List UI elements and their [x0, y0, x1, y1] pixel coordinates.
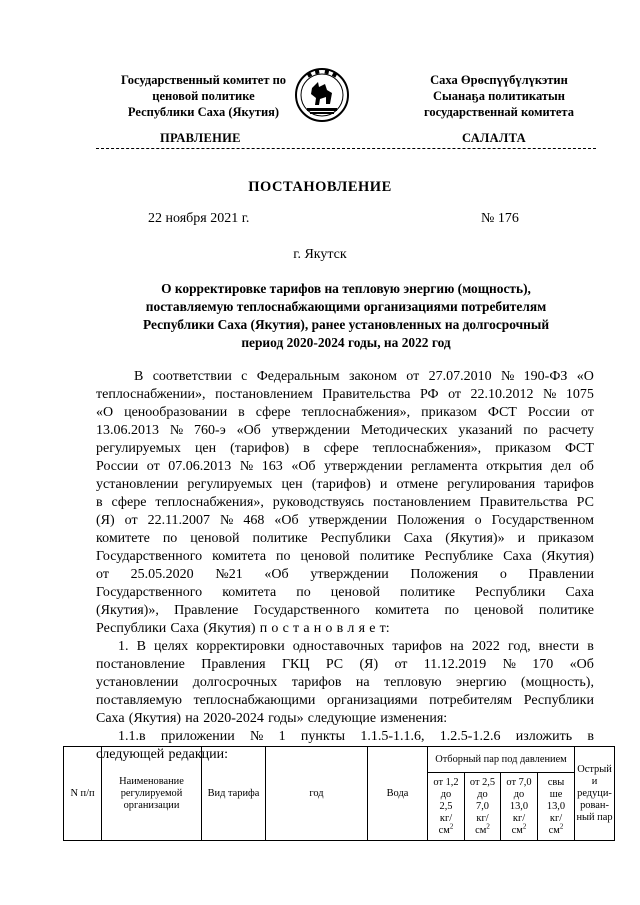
paragraph-line: комитете по ценовой политике Республики Саха (Якутия)» и приказом [96, 531, 594, 546]
steam-range-line: $см^2$ [438, 822, 454, 836]
paragraph-line: теплоснабжении», постановлением Правительства РФ от 22.10.2012 № 1075 [96, 387, 594, 402]
steam-range-line: кг/ [439, 812, 453, 824]
subject-line: период 2020-2024 годы, на 2022 год [241, 335, 451, 350]
steam-range-line: от 7,0 [506, 776, 532, 788]
steam-range-line: кг/ [476, 812, 489, 824]
live-steam-line: рован- [580, 799, 609, 811]
header-cell-year: год [266, 747, 368, 841]
document-number: № 176 [481, 211, 519, 226]
header-right-line: государственнай комитета [424, 105, 574, 119]
paragraph-line: (Якутия)», Правление Государственного комитета по ценовой политике [96, 603, 594, 618]
paragraph-line: установлении долгосрочных тарифов на тепловую энергию (мощность), [96, 675, 594, 690]
paragraph-line: России от 07.06.2013 № 163 «Об утверждении регламента открытия дел об [96, 459, 594, 474]
document-body [96, 368, 594, 764]
paragraph-line: (Я) от 22.11.2007 № 468 «Об утверждении Положения о Государственном [96, 513, 594, 528]
sakha-coat-of-arms-icon [295, 66, 349, 124]
header-cell-steam-range [538, 773, 575, 841]
board-label-sakha: САЛАЛТА [462, 131, 526, 145]
paragraph-line: от 25.05.2020 №21 «Об утверждении Положения о Правлении [96, 567, 594, 582]
paragraph-line: следующей редакции: [96, 747, 229, 762]
paragraph-line: Саха (Якутия) на 2020-2024 годы» следующие изменения: [96, 711, 448, 726]
paragraph-item-1 [96, 638, 594, 728]
live-steam-line: Острый [577, 763, 612, 775]
header-left-org-name [96, 72, 311, 120]
steam-range-line: кг/ [549, 812, 563, 824]
header-cell-steam-range [465, 773, 501, 841]
steam-range-line: до [440, 788, 452, 800]
steam-range-line: 2,5 [439, 800, 453, 812]
steam-range-line: ше [549, 788, 563, 800]
steam-range-line: от 1,2 [433, 776, 459, 788]
document-subject [96, 280, 596, 352]
steam-range-line: 13,0 [546, 800, 566, 812]
header-cell-organization: Наименование регулируемой организации [102, 747, 202, 841]
paragraph-line: Государственного комитета по ценовой политике Республики Саха [96, 585, 594, 600]
header-right-line: Саха Өрөспүүбүлүкэтин [430, 73, 568, 87]
header-cell-water: Вода [368, 747, 428, 841]
header-left-line: Республики Саха (Якутия) [127, 105, 280, 119]
paragraph-line: регулируемых цен (тарифов) в сфере теплоснабжения», приказом ФСТ [96, 441, 594, 456]
paragraph-line: Республики Саха (Якутия) п о с т а н о в л я е т: [96, 621, 390, 636]
paragraph-line: в сфере теплоснабжения», руководствуясь постановлением Правительства РС [96, 495, 594, 510]
tariff-table [63, 746, 615, 841]
live-steam-line: редуци- [577, 787, 612, 799]
board-label-ru: ПРАВЛЕНИЕ [160, 131, 241, 145]
steam-range-line: от 2,5 [469, 776, 496, 788]
paragraph-line: постановление Правления ГКЦ РС (Я) от 11.12.2019 № 170 «Об [96, 657, 594, 672]
steam-range-line: $см^2$ [548, 822, 564, 836]
steam-range-line: $см^2$ [475, 822, 490, 836]
document-city: г. Якутск [293, 247, 347, 262]
paragraph-line: В соответствии с Федеральным законом от 27.07.2010 № 190-ФЗ «О [134, 369, 594, 384]
steam-range-line: $см^2$ [511, 822, 527, 836]
header-right-line: Сыанаҕа политикатын [433, 89, 565, 103]
paragraph-line: поставляемую теплоснабжающими организациями потребителям Республики [96, 693, 594, 708]
header-cell-tariff-kind: Вид тарифа [202, 747, 266, 841]
paragraph-line: установлении регулируемых цен (тарифов) и отмене регулирования тарифов [96, 477, 594, 492]
steam-range-line: 13,0 [509, 800, 529, 812]
header-cell-steam-group: Отборный пар под давлением [428, 747, 575, 773]
steam-range-line: 7,0 [476, 800, 489, 812]
paragraph-line: 13.06.2013 № 760-э «Об утверждении Методических указаний по расчету [96, 423, 594, 438]
paragraph-line: «О ценообразовании в сфере теплоснабжения», приказом ФСТ России от [96, 405, 594, 420]
document-date: 22 ноября 2021 г. [148, 211, 250, 226]
header-cell-number: N п/п [64, 747, 102, 841]
subject-line: О корректировке тарифов на тепловую энергию (мощность), [161, 281, 531, 296]
paragraph-line: 1.1.в приложении № 1 пункты 1.1.5-1.1.6, 1.2.5-1.2.6 изложить в [118, 729, 594, 744]
header-cell-live-steam [575, 747, 615, 841]
header-left-line: ценовой политике [152, 89, 255, 103]
steam-range-line: свы [547, 776, 565, 788]
live-steam-line: ный пар [576, 811, 613, 823]
paragraph-legal-basis [96, 368, 594, 638]
steam-range-line: до [477, 788, 488, 800]
header-divider [96, 148, 596, 149]
header-cell-steam-range [428, 773, 465, 841]
live-steam-line: и [591, 775, 598, 787]
subject-line: поставляемую теплоснабжающими организациями потребителям [145, 299, 547, 314]
header-left-line: Государственный комитет по [120, 73, 287, 87]
paragraph-line: 1. В целях корректировки одноставочных тарифов на 2022 год, внести в [118, 639, 594, 654]
header-cell-steam-range [501, 773, 538, 841]
paragraph-line: Государственного комитета по ценовой политике Республике Саха (Якутия) [96, 549, 594, 564]
header-right-org-name [389, 72, 609, 120]
steam-range-line: кг/ [512, 812, 526, 824]
document-type-title: ПОСТАНОВЛЕНИЕ [248, 179, 392, 195]
subject-line: Республики Саха (Якутия), ранее установленных на долгосрочный [142, 317, 550, 332]
steam-range-line: до [513, 788, 525, 800]
